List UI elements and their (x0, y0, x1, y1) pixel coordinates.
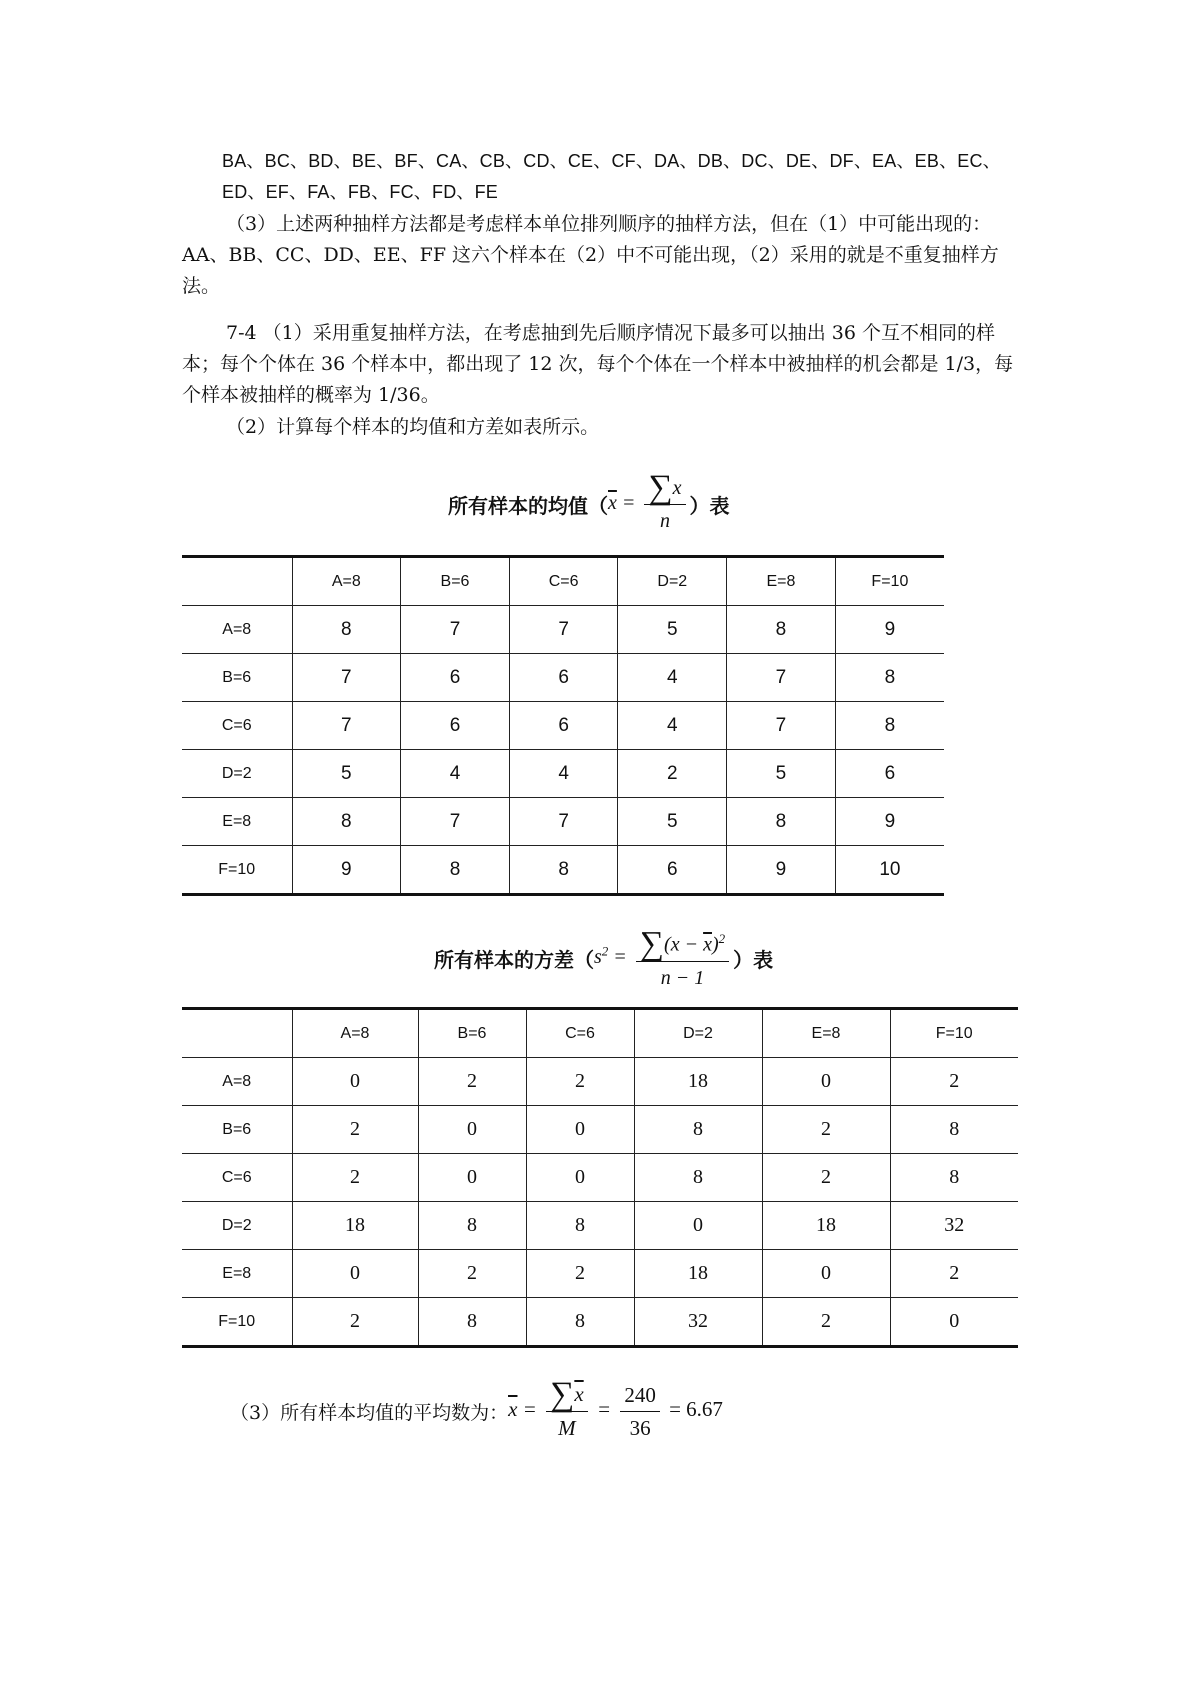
table-cell: 7 (727, 702, 836, 750)
row-header: B=6 (182, 1106, 292, 1154)
table-cell: 6 (401, 702, 510, 750)
variance-table (182, 1007, 1018, 1348)
table-cell: 7 (727, 654, 836, 702)
table-cell: 9 (835, 606, 944, 654)
final-paragraph-text: （3）所有样本均值的平均数为： (230, 1401, 509, 1424)
table-cell: 8 (292, 606, 401, 654)
table-cell: 5 (618, 606, 727, 654)
table-cell: 18 (762, 1202, 890, 1250)
table-cell: 2 (292, 1106, 418, 1154)
row-header: A=8 (182, 606, 292, 654)
column-header: B=6 (401, 557, 510, 606)
table-cell: 6 (401, 654, 510, 702)
table-cell: 18 (634, 1250, 762, 1298)
column-header: E=8 (762, 1009, 890, 1058)
mean-table-header-row (182, 557, 944, 606)
table-cell: 8 (835, 702, 944, 750)
table-cell: 0 (634, 1202, 762, 1250)
row-header: A=8 (182, 1058, 292, 1106)
table-cell: 0 (762, 1250, 890, 1298)
table-cell: 6 (835, 750, 944, 798)
table-cell: 2 (526, 1250, 634, 1298)
column-header: A=8 (292, 557, 401, 606)
table-row (182, 654, 944, 702)
table-cell: 6 (509, 702, 618, 750)
sample-pairs-line-2: ED、EF、FA、FB、FC、FD、FE (222, 182, 499, 202)
table-row (182, 1154, 1018, 1202)
table-cell: 0 (292, 1058, 418, 1106)
corner-cell (182, 1009, 292, 1058)
table-cell: 5 (292, 750, 401, 798)
table-cell: 8 (418, 1202, 526, 1250)
table-cell: 8 (727, 606, 836, 654)
variance-table-caption (434, 925, 773, 992)
table-row (182, 798, 944, 846)
variance-caption-prefix: 所有样本的方差（ (434, 947, 594, 972)
table-cell: 0 (526, 1154, 634, 1202)
table-cell: 2 (890, 1058, 1018, 1106)
table-cell: 8 (835, 654, 944, 702)
mean-caption-suffix: ）表 (689, 494, 730, 518)
table-cell: 7 (292, 702, 401, 750)
table-row (182, 846, 944, 895)
column-header: D=2 (618, 557, 727, 606)
table-cell: 18 (292, 1202, 418, 1250)
row-header: E=8 (182, 1250, 292, 1298)
table-cell: 8 (890, 1106, 1018, 1154)
table-cell: 0 (762, 1058, 890, 1106)
table-cell: 0 (890, 1298, 1018, 1347)
mean-table (182, 555, 944, 896)
table-row (182, 1298, 1018, 1347)
table-cell: 2 (292, 1298, 418, 1347)
table-cell: 8 (292, 798, 401, 846)
table-cell: 0 (526, 1106, 634, 1154)
row-header: F=10 (182, 1298, 292, 1347)
table-row (182, 606, 944, 654)
row-header: E=8 (182, 798, 292, 846)
table-cell: 8 (526, 1298, 634, 1347)
denominator-value: 36 (629, 1415, 651, 1440)
mean-table-caption (448, 469, 730, 535)
numerator-value: 240 (620, 1381, 660, 1412)
table-row (182, 702, 944, 750)
row-header: C=6 (182, 1154, 292, 1202)
table-row (182, 750, 944, 798)
row-header: F=10 (182, 846, 292, 895)
table-row (182, 1058, 1018, 1106)
table-cell: 9 (292, 846, 401, 895)
table-cell: 0 (418, 1154, 526, 1202)
column-header: E=8 (727, 557, 836, 606)
table-cell: 8 (401, 846, 510, 895)
row-header: C=6 (182, 702, 292, 750)
table-cell: 0 (292, 1250, 418, 1298)
table-row (182, 1250, 1018, 1298)
table-cell: 9 (835, 798, 944, 846)
table-cell: 7 (401, 606, 510, 654)
table-cell: 7 (509, 606, 618, 654)
column-header: D=2 (634, 1009, 762, 1058)
table-row (182, 1202, 1018, 1250)
row-header: D=2 (182, 1202, 292, 1250)
paragraph-2: （2）计算每个样本的均值和方差如表所示。 (226, 416, 600, 438)
table-cell: 2 (418, 1058, 526, 1106)
variance-caption-suffix: ）表 (733, 947, 774, 972)
corner-cell (182, 557, 292, 606)
column-header: B=6 (418, 1009, 526, 1058)
table-cell: 2 (762, 1154, 890, 1202)
table-cell: 2 (292, 1154, 418, 1202)
table-cell: 8 (526, 1202, 634, 1250)
row-header: B=6 (182, 654, 292, 702)
table-cell: 2 (762, 1298, 890, 1347)
table-cell: 5 (727, 750, 836, 798)
table-cell: 6 (509, 654, 618, 702)
table-row (182, 1106, 1018, 1154)
table-cell: 4 (618, 702, 727, 750)
table-cell: 8 (727, 798, 836, 846)
table-cell: 8 (890, 1154, 1018, 1202)
table-cell: 10 (835, 846, 944, 895)
table-cell: 5 (618, 798, 727, 846)
table-cell: 8 (418, 1298, 526, 1347)
table-cell: 18 (634, 1058, 762, 1106)
table-cell: 4 (618, 654, 727, 702)
column-header: C=6 (526, 1009, 634, 1058)
table-cell: 32 (634, 1298, 762, 1347)
table-cell: 6 (618, 846, 727, 895)
row-header: D=2 (182, 750, 292, 798)
table-cell: 2 (890, 1250, 1018, 1298)
table-cell: 7 (509, 798, 618, 846)
table-cell: 9 (727, 846, 836, 895)
paragraph-7-4: 7-4 （1）采用重复抽样方法，在考虑抽到先后顺序情况下最多可以抽出 36 个互不相同的样本；每个个体在 36 个样本中，都出现了 12 次，每个个体在一个样本中被抽样的机会都是 1/3，每个样本被抽样的概率为 1/36。 (182, 322, 1014, 406)
variance-table-header-row (182, 1009, 1018, 1058)
column-header: F=10 (890, 1009, 1018, 1058)
result-value: = 6.67 (669, 1396, 723, 1421)
table-cell: 32 (890, 1202, 1018, 1250)
table-cell: 4 (509, 750, 618, 798)
table-cell: 7 (401, 798, 510, 846)
mean-formula: $\overline{x}$ = $\frac{\sum x}{n}$ (608, 474, 690, 535)
table-cell: 2 (762, 1106, 890, 1154)
table-cell: 2 (418, 1250, 526, 1298)
paragraph-3: （3）上述两种抽样方法都是考虑样本单位排列顺序的抽样方法，但在（1）中可能出现的：AA、BB、CC、DD、EE、FF 这六个样本在（2）中不可能出现，（2）采用的就是不重复抽样方法。 (182, 213, 999, 297)
variance-formula: $s^2$ = $\frac{\sum(x - \overline{x})^2}{n - 1}$ (594, 925, 733, 992)
table-cell: 8 (634, 1106, 762, 1154)
table-cell: 8 (634, 1154, 762, 1202)
table-cell: 4 (401, 750, 510, 798)
column-header: C=6 (509, 557, 618, 606)
table-cell: 2 (526, 1058, 634, 1106)
table-cell: 8 (509, 846, 618, 895)
mean-caption-prefix: 所有样本的均值（ (448, 494, 608, 518)
table-cell: 2 (618, 750, 727, 798)
column-header: F=10 (835, 557, 944, 606)
table-cell: 7 (292, 654, 401, 702)
final-paragraph (230, 1376, 723, 1442)
grand-mean-formula: x = $\frac{\sum\overline{x}}{M}$ = $\frac{240}{36}$ = 6.67 (508, 1376, 723, 1440)
column-header: A=8 (292, 1009, 418, 1058)
sample-pairs-line-1: BA、BC、BD、BE、BF、CA、CB、CD、CE、CF、DA、DB、DC、DE、DF、EA、EB、EC、 (222, 151, 1001, 171)
table-cell: 0 (418, 1106, 526, 1154)
